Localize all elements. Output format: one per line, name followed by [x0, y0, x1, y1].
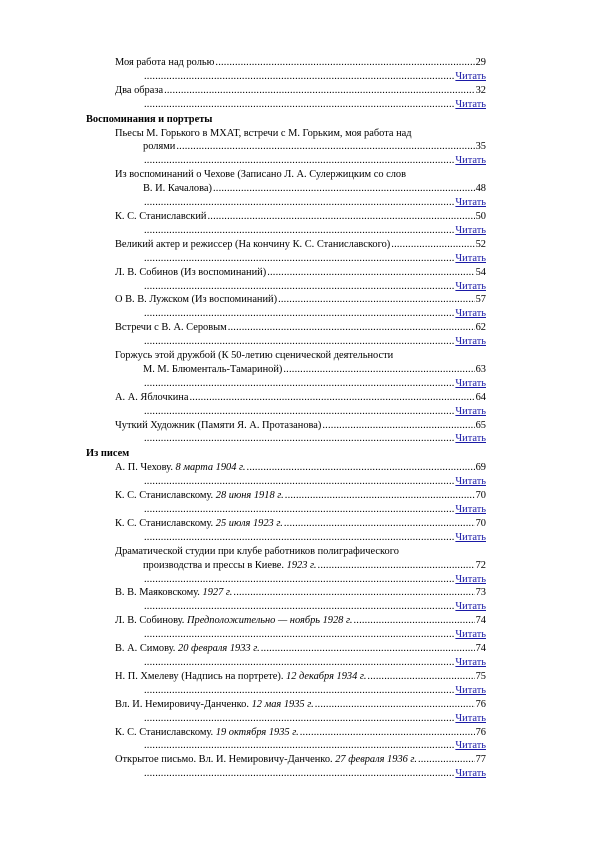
entry-title-text: Пьесы М. Горького в МХАТ, встречи с М. Горьким, моя работа над: [115, 127, 412, 139]
entry-title: [115, 266, 266, 280]
read-row: [86, 405, 486, 419]
toc-entry: [86, 489, 486, 517]
entry-title: [115, 168, 406, 182]
entry-title-text: Моя работа над ролью: [115, 57, 215, 68]
dot-leader: [144, 252, 454, 266]
entry-title: [143, 182, 212, 196]
page-number: 76: [475, 726, 486, 738]
read-row: [86, 98, 486, 112]
dot-leader: [144, 600, 454, 614]
page-number: 62: [475, 322, 486, 334]
page-number: 74: [475, 643, 486, 655]
read-link[interactable]: Читать: [455, 155, 486, 167]
dot-leader: [144, 70, 454, 84]
toc-entry-line: [86, 127, 486, 141]
dot-leader: [144, 196, 454, 210]
toc-entry-line: [86, 517, 486, 531]
toc-entry: [86, 642, 486, 670]
page-number: 50: [475, 210, 486, 222]
dot-leader: [144, 684, 454, 698]
toc-entry: [86, 238, 486, 266]
toc-entry-line: [86, 461, 486, 475]
entry-title-text: производства и прессы в Киеве.: [143, 559, 287, 571]
entry-title: [115, 642, 260, 656]
read-link[interactable]: Читать: [455, 531, 486, 543]
dot-leader: [144, 475, 454, 489]
read-row: [86, 684, 486, 698]
toc-entry-line: [86, 182, 486, 196]
page-number: 72: [475, 559, 486, 571]
toc-entry-line: [86, 168, 486, 182]
dot-leader: [418, 753, 475, 767]
entry-title-text: В. И. Качалова): [143, 183, 212, 195]
entry-title: [115, 84, 163, 98]
dot-leader: [261, 642, 475, 656]
entry-title-text: Два образа: [115, 84, 164, 96]
page-number: 57: [475, 294, 486, 306]
dot-leader: [144, 531, 454, 545]
toc-entry: [86, 168, 486, 210]
toc-entry: [86, 614, 486, 642]
read-row: [86, 196, 486, 210]
page-number: 64: [475, 391, 486, 403]
toc-entry-line: [86, 559, 486, 573]
entry-title: [115, 127, 412, 141]
section-heading: Из писем: [86, 448, 130, 460]
read-link[interactable]: Читать: [455, 504, 486, 515]
entry-title: [143, 363, 282, 377]
toc-entry: [86, 210, 486, 238]
entry-title-text: Л. В. Собинов (Из воспоминаний): [115, 266, 267, 278]
page-number: 77: [475, 754, 486, 766]
read-row: [86, 475, 486, 489]
entry-title: [115, 210, 206, 224]
entry-title-text: О В. В. Лужском (Из воспоминаний): [115, 294, 278, 306]
read-row: [86, 432, 486, 446]
dot-leader: [391, 238, 474, 252]
toc-entry-line: [86, 238, 486, 252]
page-number: 70: [475, 517, 486, 529]
entry-title: [115, 56, 214, 70]
toc-entry: [86, 419, 486, 447]
entry-title: [115, 670, 366, 684]
read-link[interactable]: Читать: [455, 405, 486, 417]
toc-entry-line: [86, 56, 486, 70]
toc-entry-line: [86, 698, 486, 712]
toc-entry-line: [86, 321, 486, 335]
read-row: [86, 280, 486, 294]
page-number: 29: [475, 57, 486, 68]
read-link[interactable]: Читать: [455, 740, 486, 752]
toc-entry-line: [86, 210, 486, 224]
entry-title-text: К. С. Станиславскому.: [115, 490, 216, 502]
dot-leader: [213, 182, 475, 196]
dot-leader: [176, 140, 474, 154]
read-link[interactable]: Читать: [455, 308, 486, 320]
toc-entry: [86, 545, 486, 587]
dot-leader: [144, 280, 454, 294]
read-link[interactable]: Читать: [455, 70, 486, 82]
entry-title: [115, 461, 246, 475]
dot-leader: [285, 489, 475, 503]
dot-leader: [144, 656, 454, 670]
dot-leader: [144, 573, 454, 587]
entry-title: [115, 698, 314, 712]
dot-leader: [144, 307, 454, 321]
read-row: [86, 252, 486, 266]
page-number: 65: [475, 419, 486, 431]
entry-title-text: Драматической студии при клубе работников полиграфического: [115, 545, 399, 557]
toc-entry: [86, 461, 486, 489]
dot-leader: [267, 266, 474, 280]
dot-leader: [233, 586, 474, 600]
entry-date: 25 июля 1923 г.: [215, 517, 283, 529]
read-link[interactable]: Читать: [455, 98, 486, 110]
toc-entry-line: [86, 140, 486, 154]
section-heading: Воспоминания и портреты: [86, 113, 213, 125]
toc-entry-line: [86, 293, 486, 307]
entry-date: 12 декабря 1934 г.: [286, 670, 367, 682]
entry-title-text: Горжусь этой дружбой (К 50-летию сценической деятельности: [115, 350, 394, 362]
entry-title: [115, 614, 352, 628]
page-number: 63: [475, 363, 486, 375]
toc-entry-line: [86, 349, 486, 363]
toc-entry-line: [86, 363, 486, 377]
entry-title: [115, 321, 227, 335]
entry-title: [143, 140, 175, 154]
entry-title-text: Великий актер и режиссер (На кончину К. С. Станиславского): [115, 238, 391, 250]
read-link[interactable]: Читать: [455, 252, 486, 264]
toc-entry-line: [86, 419, 486, 433]
toc-entry: [86, 84, 486, 112]
toc-entry: [86, 698, 486, 726]
dot-leader: [144, 98, 454, 112]
entry-title-text: В. А. Симову.: [115, 643, 178, 655]
entry-title-text: А. П. Чехову.: [115, 462, 176, 474]
table-of-contents: [86, 56, 486, 781]
read-link[interactable]: Читать: [455, 684, 486, 696]
read-row: [86, 307, 486, 321]
toc-entry: [86, 127, 486, 169]
entry-title-text: А. А. Яблочкина: [115, 391, 189, 403]
entry-date: 8 марта 1904 г.: [175, 462, 246, 474]
dot-leader: [284, 517, 475, 531]
read-row: [86, 70, 486, 84]
toc-entry-line: [86, 266, 486, 280]
toc-entry: [86, 293, 486, 321]
toc-entry-line: [86, 391, 486, 405]
read-link[interactable]: Читать: [455, 336, 486, 348]
entry-date: 1923 г.: [286, 559, 317, 571]
read-row: [86, 503, 486, 517]
read-row: [86, 600, 486, 614]
dot-leader: [144, 154, 454, 168]
page-number: 69: [475, 462, 486, 474]
toc-entry-line: [86, 489, 486, 503]
entry-title-text: ролями: [143, 141, 176, 153]
entry-title: [115, 726, 299, 740]
read-link[interactable]: Читать: [455, 712, 486, 724]
dot-leader: [228, 321, 475, 335]
toc-entry: [86, 586, 486, 614]
entry-date: 19 октября 1935 г.: [215, 726, 299, 738]
dot-leader: [322, 419, 474, 433]
toc-entry-line: [86, 586, 486, 600]
read-row: [86, 573, 486, 587]
page-number: 74: [475, 615, 486, 627]
entry-title: [115, 489, 284, 503]
dot-leader: [207, 210, 474, 224]
entry-title-text: Из воспоминаний о Чехове (Записано Л. А. Сулержицким со слов: [115, 169, 407, 181]
read-row: [86, 224, 486, 238]
entry-title: [115, 238, 390, 252]
dot-leader: [144, 767, 454, 781]
entry-title-text: К. С. Станиславскому.: [115, 726, 216, 738]
entry-title: [115, 293, 277, 307]
read-link[interactable]: Читать: [455, 656, 486, 668]
dot-leader: [144, 712, 454, 726]
dot-leader: [144, 432, 454, 446]
entry-title: [115, 391, 188, 405]
read-link[interactable]: Читать: [455, 280, 486, 292]
read-link[interactable]: Читать: [455, 224, 486, 236]
read-link[interactable]: Читать: [455, 433, 486, 445]
entry-title-text: К. С. Станиславскому.: [115, 517, 216, 529]
dot-leader: [164, 84, 475, 98]
entry-title-text: М. М. Блюменталь-Тамариной): [143, 363, 283, 375]
entry-title: [115, 349, 393, 363]
entry-title-text: Вл. И. Немировичу-Данченко.: [115, 698, 252, 710]
toc-entry: [86, 349, 486, 391]
read-row: [86, 712, 486, 726]
entry-title-text: Н. П. Хмелеву (Надпись на портрете).: [115, 670, 287, 682]
toc-entry-line: [86, 753, 486, 767]
read-row: [86, 656, 486, 670]
entry-title-text: Встречи с В. А. Серовым: [115, 322, 227, 334]
dot-leader: [144, 335, 454, 349]
entry-date: 12 мая 1935 г.: [251, 698, 314, 710]
page-number: 54: [475, 266, 486, 278]
entry-title: [143, 559, 317, 573]
dot-leader: [215, 56, 474, 70]
read-link[interactable]: Читать: [455, 573, 486, 585]
toc-entry: [86, 391, 486, 419]
entry-title-text: Л. В. Собинову.: [115, 615, 187, 627]
toc-entry: [86, 753, 486, 781]
entry-date: Предположительно — ноябрь 1928 г.: [187, 615, 353, 627]
entry-title: [115, 545, 399, 559]
toc-entry: [86, 517, 486, 545]
dot-leader: [283, 363, 474, 377]
dot-leader: [144, 628, 454, 642]
read-row: [86, 628, 486, 642]
toc-entry-line: [86, 84, 486, 98]
entry-title-text: Чуткий Художник (Памяти Я. А. Протазанова): [115, 419, 322, 431]
dot-leader: [315, 698, 475, 712]
dot-leader: [144, 405, 454, 419]
entry-title: [115, 586, 232, 600]
dot-leader: [247, 461, 475, 475]
toc-entry: [86, 56, 486, 84]
read-link[interactable]: Читать: [455, 768, 486, 780]
read-row: [86, 531, 486, 545]
dot-leader: [144, 224, 454, 238]
dot-leader: [318, 559, 475, 573]
toc-entry: [86, 321, 486, 349]
dot-leader: [144, 739, 454, 753]
entry-date: 20 февраля 1933 г.: [178, 643, 260, 655]
toc-entry: [86, 670, 486, 698]
dot-leader: [300, 726, 475, 740]
page-number: 52: [475, 238, 486, 250]
page-number: 75: [475, 670, 486, 682]
toc-entry-line: [86, 642, 486, 656]
dot-leader: [278, 293, 475, 307]
toc-entry-line: [86, 614, 486, 628]
read-row: [86, 335, 486, 349]
read-link[interactable]: Читать: [455, 377, 486, 389]
read-link[interactable]: Читать: [455, 601, 486, 613]
page-number: 76: [475, 698, 486, 710]
toc-entry: [86, 726, 486, 754]
page-number: 32: [475, 84, 486, 96]
read-row: [86, 739, 486, 753]
read-link[interactable]: Читать: [455, 476, 486, 488]
read-link[interactable]: Читать: [455, 629, 486, 641]
entry-title: [115, 419, 321, 433]
entry-title: [115, 517, 283, 531]
page-number: 73: [475, 587, 486, 599]
page-number: 35: [475, 141, 486, 153]
page-number: 70: [475, 490, 486, 502]
toc-entry: [86, 266, 486, 294]
dot-leader: [144, 377, 454, 391]
dot-leader: [144, 503, 454, 517]
dot-leader: [367, 670, 474, 684]
dot-leader: [353, 614, 474, 628]
entry-title-text: В. В. Маяковскому.: [115, 587, 203, 599]
entry-date: 1927 г.: [202, 587, 233, 599]
entry-title: [115, 753, 417, 767]
toc-entry-line: [86, 545, 486, 559]
page-number: 48: [475, 183, 486, 195]
entry-title-text: К. С. Станиславский: [115, 210, 207, 222]
toc-entry-line: [86, 726, 486, 740]
entry-date: 28 июня 1918 г.: [215, 490, 284, 502]
dot-leader: [189, 391, 474, 405]
entry-date: 27 февраля 1936 г.: [335, 754, 417, 766]
toc-entry-line: [86, 670, 486, 684]
read-row: [86, 377, 486, 391]
read-link[interactable]: Читать: [455, 197, 486, 209]
read-row: [86, 154, 486, 168]
read-row: [86, 767, 486, 781]
entry-title-text: Открытое письмо. Вл. И. Немировичу-Данченко.: [115, 754, 336, 766]
